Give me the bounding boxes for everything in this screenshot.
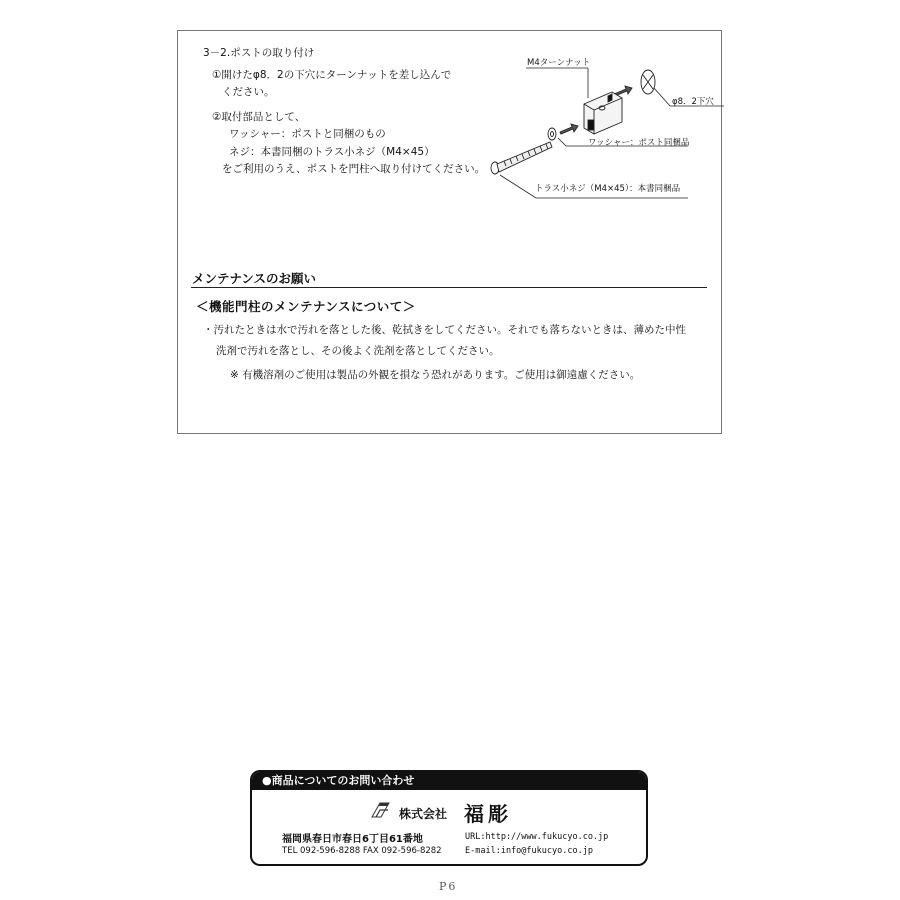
install-step2-line2: ワッシャー：ポストと同梱のもの	[229, 128, 386, 140]
maintenance-subtitle: ＜機能門柱のメンテナンスについて＞	[196, 299, 416, 314]
install-heading: 3－2.ポストの取り付け	[203, 47, 315, 59]
install-step2-line1: ②取付部品として、	[212, 111, 306, 123]
label-pilot-hole: φ8．2下穴	[672, 97, 714, 107]
maintenance-note: ※ 有機溶剤のご使用は製品の外観を損なう恐れがあります。ご使用は御遠慮ください。	[230, 369, 641, 381]
company-prefix: 株式会社	[399, 807, 448, 821]
company-name: 福彫	[464, 802, 512, 826]
pilot-hole-icon	[641, 70, 655, 94]
company-tel-fax: TEL 092-596-8288 FAX 092-596-8282	[282, 846, 442, 856]
company-address: 福岡県春日市春日6丁目61番地	[282, 834, 423, 845]
install-step1-line1: ①開けたφ8．2の下穴にターンナットを差し込んで	[212, 69, 452, 81]
maintenance-bullet-line1: ・汚れたときは水で汚れを落とした後、乾拭きをしてください。それでも落ちないときは、薄めた中性	[203, 324, 686, 336]
maintenance-title: メンテナンスのお願い	[192, 271, 317, 286]
maintenance-divider	[191, 287, 707, 288]
company-logo-icon	[370, 801, 390, 819]
install-step2-line3: ネジ：本書同梱のトラス小ネジ（M4×45）	[229, 146, 435, 158]
truss-screw-icon	[491, 142, 552, 174]
install-step1-line2: ください。	[222, 86, 275, 98]
maintenance-bullet-line2: 洗剤で汚れを落とし、その後よく洗剤を落としてください。	[216, 345, 500, 357]
assembly-diagram	[480, 52, 724, 204]
company-url-link[interactable]: URL:http://www.fukucyo.co.jp	[465, 832, 609, 842]
install-step2-line4: をご利用のうえ、ポストを門柱へ取り付けてください。	[222, 163, 486, 175]
company-email-link[interactable]: E-mail:info@fukucyo.co.jp	[465, 846, 593, 856]
label-truss-screw: トラス小ネジ（M4×45）：本書同梱品	[535, 184, 681, 194]
contact-header: ●商品についてのお問い合わせ	[252, 772, 646, 790]
label-turn-nut: M4ターンナット	[527, 58, 591, 68]
label-washer: ワッシャー：ポスト同梱品	[588, 138, 690, 148]
washer-icon	[548, 128, 556, 140]
contact-box	[250, 770, 648, 866]
page-number: P6	[439, 880, 458, 893]
turn-nut-icon	[584, 92, 622, 134]
